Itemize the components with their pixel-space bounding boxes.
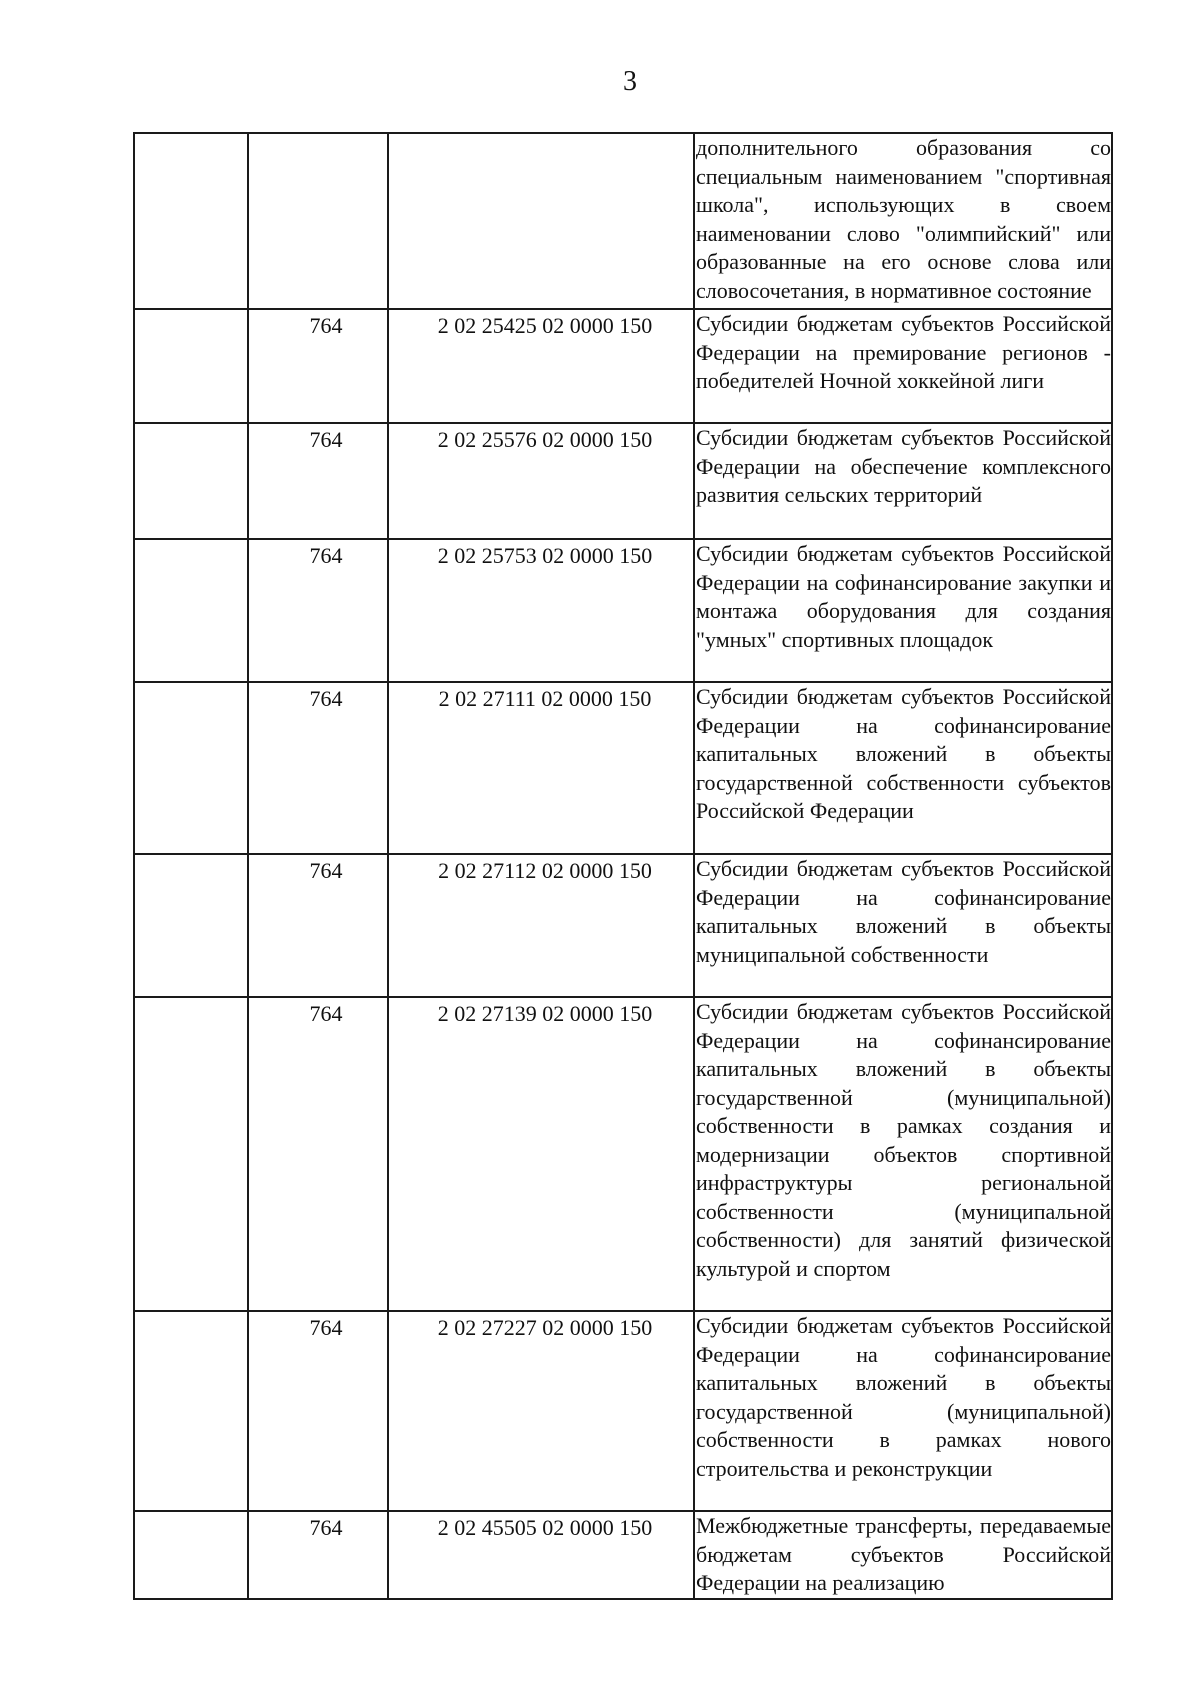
description-cell: Субсидии бюджетам субъектов Российской Федерации на обеспечение комплексного развития сельских территорий <box>694 423 1112 539</box>
description-cell: Субсидии бюджетам субъектов Российской Федерации на софинансирование капитальных вложений в объекты государственной (муниципальной) собственности в рамках нового строительства и реконструкции <box>694 1311 1112 1511</box>
admin-code-cell: 764 <box>248 309 388 423</box>
admin-code-cell: 764 <box>248 423 388 539</box>
admin-code-cell: 764 <box>248 539 388 682</box>
page-number: 3 <box>623 66 637 97</box>
description-cell: Субсидии бюджетам субъектов Российской Федерации на софинансирование капитальных вложений в объекты муниципальной собственности <box>694 854 1112 997</box>
budget-code-cell: 2 02 25576 02 0000 150 <box>388 423 694 539</box>
admin-code-cell: 764 <box>248 1311 388 1511</box>
description-cell: дополнительного образования со специальным наименованием "спортивная школа", использующих в своем наименовании слово "олимпийский" или образованные на его основе слова или словосочетания, в нормативное состояние <box>694 133 1112 309</box>
description-cell: Субсидии бюджетам субъектов Российской Федерации на софинансирование закупки и монтажа оборудования для создания "умных" спортивных площадок <box>694 539 1112 682</box>
admin-code-cell: 764 <box>248 854 388 997</box>
table-row <box>134 854 1112 997</box>
budget-code-cell: 2 02 25425 02 0000 150 <box>388 309 694 423</box>
empty-cell <box>134 682 248 854</box>
description-cell: Межбюджетные трансферты, передаваемые бюджетам субъектов Российской Федерации на реализацию <box>694 1511 1112 1599</box>
description-cell: Субсидии бюджетам субъектов Российской Федерации на софинансирование капитальных вложений в объекты государственной собственности субъектов Российской Федерации <box>694 682 1112 854</box>
budget-code-cell: 2 02 27139 02 0000 150 <box>388 997 694 1311</box>
table-row <box>134 133 1112 309</box>
admin-code-cell: 764 <box>248 997 388 1311</box>
empty-cell <box>134 1311 248 1511</box>
budget-code-cell: 2 02 27111 02 0000 150 <box>388 682 694 854</box>
admin-code-cell <box>248 133 388 309</box>
budget-code-cell <box>388 133 694 309</box>
budget-code-cell: 2 02 45505 02 0000 150 <box>388 1511 694 1599</box>
empty-cell <box>134 1511 248 1599</box>
admin-code-cell: 764 <box>248 1511 388 1599</box>
budget-codes-table <box>133 132 1113 1600</box>
description-cell: Субсидии бюджетам субъектов Российской Федерации на софинансирование капитальных вложений в объекты государственной (муниципальной) собственности в рамках создания и модернизации объектов спортивной инфраструктуры региональной собственности (муниципальной собственности) для занятий физической культурой и спортом <box>694 997 1112 1311</box>
table-row <box>134 997 1112 1311</box>
empty-cell <box>134 423 248 539</box>
budget-code-cell: 2 02 27227 02 0000 150 <box>388 1311 694 1511</box>
budget-code-cell: 2 02 25753 02 0000 150 <box>388 539 694 682</box>
empty-cell <box>134 133 248 309</box>
table-row <box>134 682 1112 854</box>
table-row <box>134 1511 1112 1599</box>
description-cell: Субсидии бюджетам субъектов Российской Федерации на премирование регионов - победителей Ночной хоккейной лиги <box>694 309 1112 423</box>
empty-cell <box>134 854 248 997</box>
table-row <box>134 309 1112 423</box>
budget-code-cell: 2 02 27112 02 0000 150 <box>388 854 694 997</box>
admin-code-cell: 764 <box>248 682 388 854</box>
empty-cell <box>134 309 248 423</box>
table-row <box>134 423 1112 539</box>
table-row <box>134 1311 1112 1511</box>
empty-cell <box>134 539 248 682</box>
table-row <box>134 539 1112 682</box>
empty-cell <box>134 997 248 1311</box>
